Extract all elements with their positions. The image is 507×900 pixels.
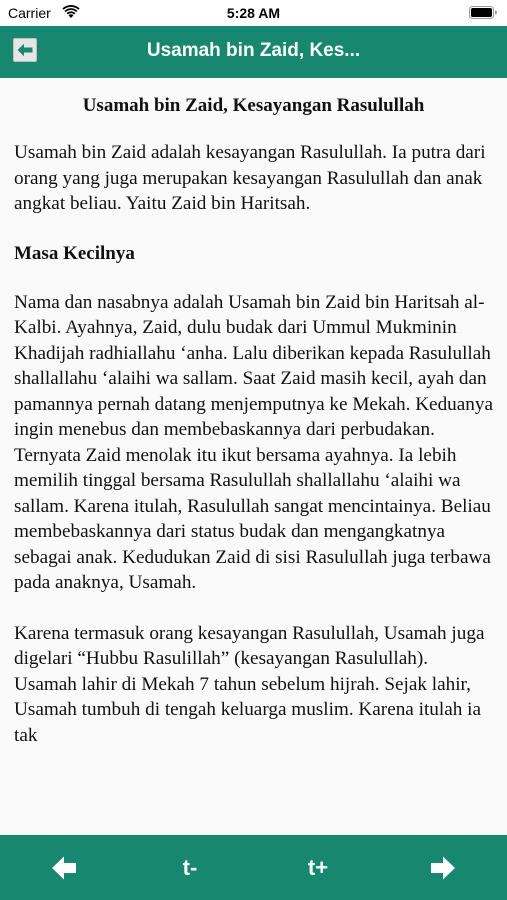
battery-icon bbox=[469, 6, 497, 19]
next-button[interactable] bbox=[413, 835, 473, 900]
arrow-left-icon bbox=[17, 43, 33, 57]
arrow-left-icon bbox=[51, 855, 77, 881]
body-paragraph: Karena termasuk orang kesayangan Rasulullah, Usamah juga digelari “Hubbu Rasulillah” (kesayangan Rasulullah). Usamah lahir di Mekah 7 tahun sebelum hijrah. Sejak lahir, Usamah tumbuh di tengah keluarga muslim. Karena itulah ia tak bbox=[14, 622, 485, 746]
navigation-bar bbox=[0, 26, 507, 78]
previous-button[interactable] bbox=[34, 835, 94, 900]
arrow-right-icon bbox=[430, 855, 456, 881]
carrier-label: Carrier bbox=[8, 5, 51, 21]
status-time: 5:28 AM bbox=[226, 5, 281, 21]
article-title: Usamah bin Zaid, Kesayangan Rasulullah bbox=[82, 95, 425, 116]
bottom-toolbar bbox=[0, 835, 507, 900]
status-bar bbox=[0, 0, 507, 26]
section-heading: Masa Kecilnya bbox=[14, 242, 135, 264]
intro-paragraph: Usamah bin Zaid adalah kesayangan Rasulullah. Ia putra dari orang yang juga merupakan kesayangan Rasulullah dan anak angkat beliau. Yaitu Zaid bin Haritsah. bbox=[14, 142, 486, 214]
body-paragraph: Nama dan nasabnya adalah Usamah bin Zaid bin Haritsah al-Kalbi. Ayahnya, Zaid, dulu budak dari Ummul Mukminin Khadijah radhiallahu ‘anha. Lalu diberikan kepada Rasulullah shallallahu ‘alaihi wa sallam. Saat Zaid masih kecil, ayah dan pamannya pernah datang menjemputnya ke Mekah. Keduanya ingin menebus dan membebaskannya dari perbudakan. Ternyata Zaid menolak itu ikut bersama ayahnya. Ia lebih memilih tinggal bersama Rasulullah shallallahu ‘alaihi wa sallam. Karena itulah, Rasulullah sangat mencintainya. Beliau membebaskannya dari status budak dan mengangkatnya sebagai anak. Kedudukan Zaid di sisi Rasulullah juga terbawa pada anaknya, Usamah. bbox=[14, 291, 493, 593]
page-title: Usamah bin Zaid, Kes... bbox=[146, 40, 361, 61]
decrease-font-button[interactable]: t- bbox=[182, 854, 198, 880]
back-button[interactable] bbox=[13, 38, 37, 62]
increase-font-button[interactable]: t+ bbox=[307, 854, 329, 880]
article-content[interactable] bbox=[0, 78, 507, 835]
